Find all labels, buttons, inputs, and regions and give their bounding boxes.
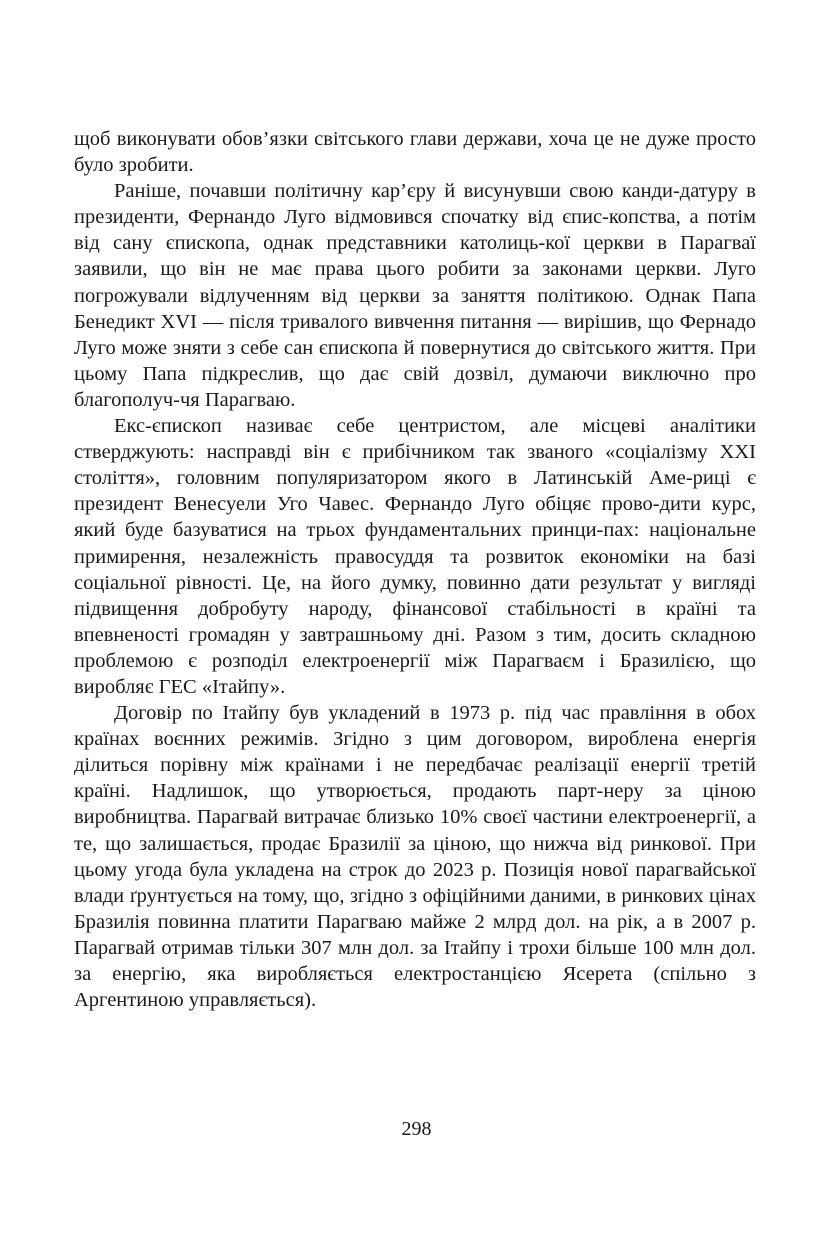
body-text — [74, 126, 756, 1013]
paragraph-itaipu-treaty: Договір по Ітайпу був укладений в 1973 р. під час правління в обох країнах воєнних режимів. Згідно з цим договором, вироблена енергія ділиться порівну між країнами і не передбачає реалізації енергії третій країні. Надлишок, що утворюється, продають парт-неру за ціною виробництва. Парагвай витрачає близько 10% своєї частини електроенергії, а те, що залишається, продає Бразилії за ціною, що нижча від ринкової. При цьому угода була укладена на строк до 2023 р. Позиція нової парагвайської влади ґрунтується на тому, що, згідно з офіційними даними, в ринкових цінах Бразилія повинна платити Парагваю майже 2 млрд дол. на рік, а в 2007 р. Парагвай отримав тільки 307 млн дол. за Ітайпу і трохи більше 100 млн дол. за енергію, яка виробляється електростанцією Ясерета (спільно з Аргентиною управляється). — [74, 702, 756, 1012]
paragraph-centrist-policy: Екс-єпископ називає себе центристом, але місцеві аналітики стверджують: насправді він є прибічником так званого «соціалізму XXI століття», головним популяризатором якого в Латинській Аме-риці є президент Венесуели Уго Чавес. Фернандо Луго обіцяє прово-дити курс, який буде базуватися на трьох фундаментальних принци-пах: національне примирення, незалежність правосуддя та розвиток економіки на базі соціальної рівності. Це, на його думку, повинно дати результат у вигляді підвищення добробуту народу, фінансової стабільності в країні та впевненості громадян у завтрашньому дні. Разом з тим, досить складною проблемою є розподіл електроенергії між Парагваєм і Бразилією, що виробляє ГЕС «Ітайпу». — [74, 415, 756, 698]
paragraph-continuation: щоб виконувати обов’язки світського глави держави, хоча це не дуже просто було зробити. — [74, 128, 756, 177]
page-number: 298 — [401, 1118, 432, 1140]
paragraph-lugo-resignation: Раніше, почавши політичну кар’єру й висунувши свою канди-датуру в президенти, Фернандо Луго відмовився спочатку від єпис-копства, а потім від сану єпископа, однак представники католиць-кої церкви в Парагваї заявили, що він не має права цього робити за законами церкви. Луго погрожували відлученням від церкви за заняття політикою. Однак Папа Бенедикт XVI — після тривалого вивчення питання — вирішив, що Фернадо Луго може зняти з себе сан єпископа й повернутися до світського життя. При цьому Папа підкреслив, що дає свій дозвіл, думаючи виключно про благополуч-чя Парагваю. — [74, 180, 756, 411]
